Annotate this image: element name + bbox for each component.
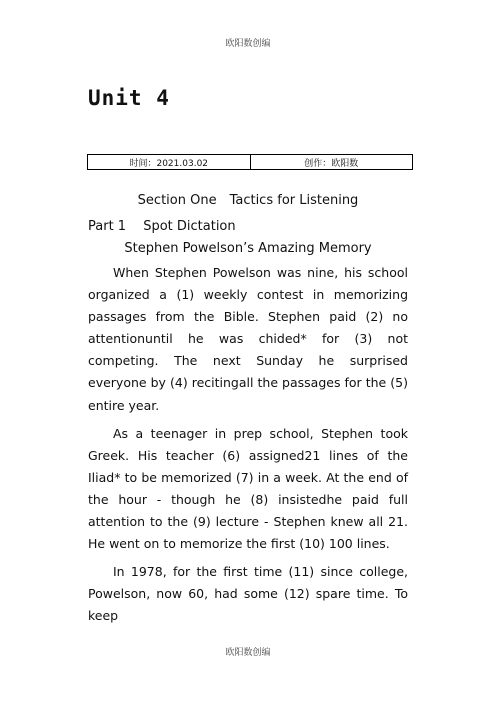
paragraph-1: When Stephen Powelson was nine, his school organized a (1) weekly contest in memorizing passages from the Bible. Stephen paid (2) no attentionuntil he was chided* for (3) not competing. The next Sunday he surprised everyone by (4) recitingall the passages for the (5) entire year.: [88, 265, 408, 413]
meta-table: [87, 154, 413, 170]
part-heading: Part 1 Spot Dictation: [88, 219, 236, 234]
unit-title: Unit 4: [88, 86, 170, 110]
passage-title: Stephen Powelson’s Amazing Memory: [124, 241, 372, 256]
paragraph-3: In 1978, for the first time (11) since college, Powelson, now 60, had some (12) spare time. To keep: [88, 564, 408, 624]
paragraph-2: As a teenager in prep school, Stephen took Greek. His teacher (6) assigned21 lines of the Iliad* to be memorized (7) in a week. At the end of the hour - though he (8) insistedhe paid full attention to the (9) lecture - Stephen knew all 21. He went on to memorize the first (10) 100 lines.: [88, 425, 408, 552]
passage-body: [88, 262, 408, 634]
meta-author: 创作：欧阳数: [250, 155, 413, 170]
page-header: 欧阳数创编: [225, 39, 271, 49]
section-title: Section One Tactics for Listening: [137, 193, 359, 208]
meta-time: 时间：2021.03.02: [88, 155, 251, 170]
page-footer: 欧阳数创编: [225, 648, 271, 658]
